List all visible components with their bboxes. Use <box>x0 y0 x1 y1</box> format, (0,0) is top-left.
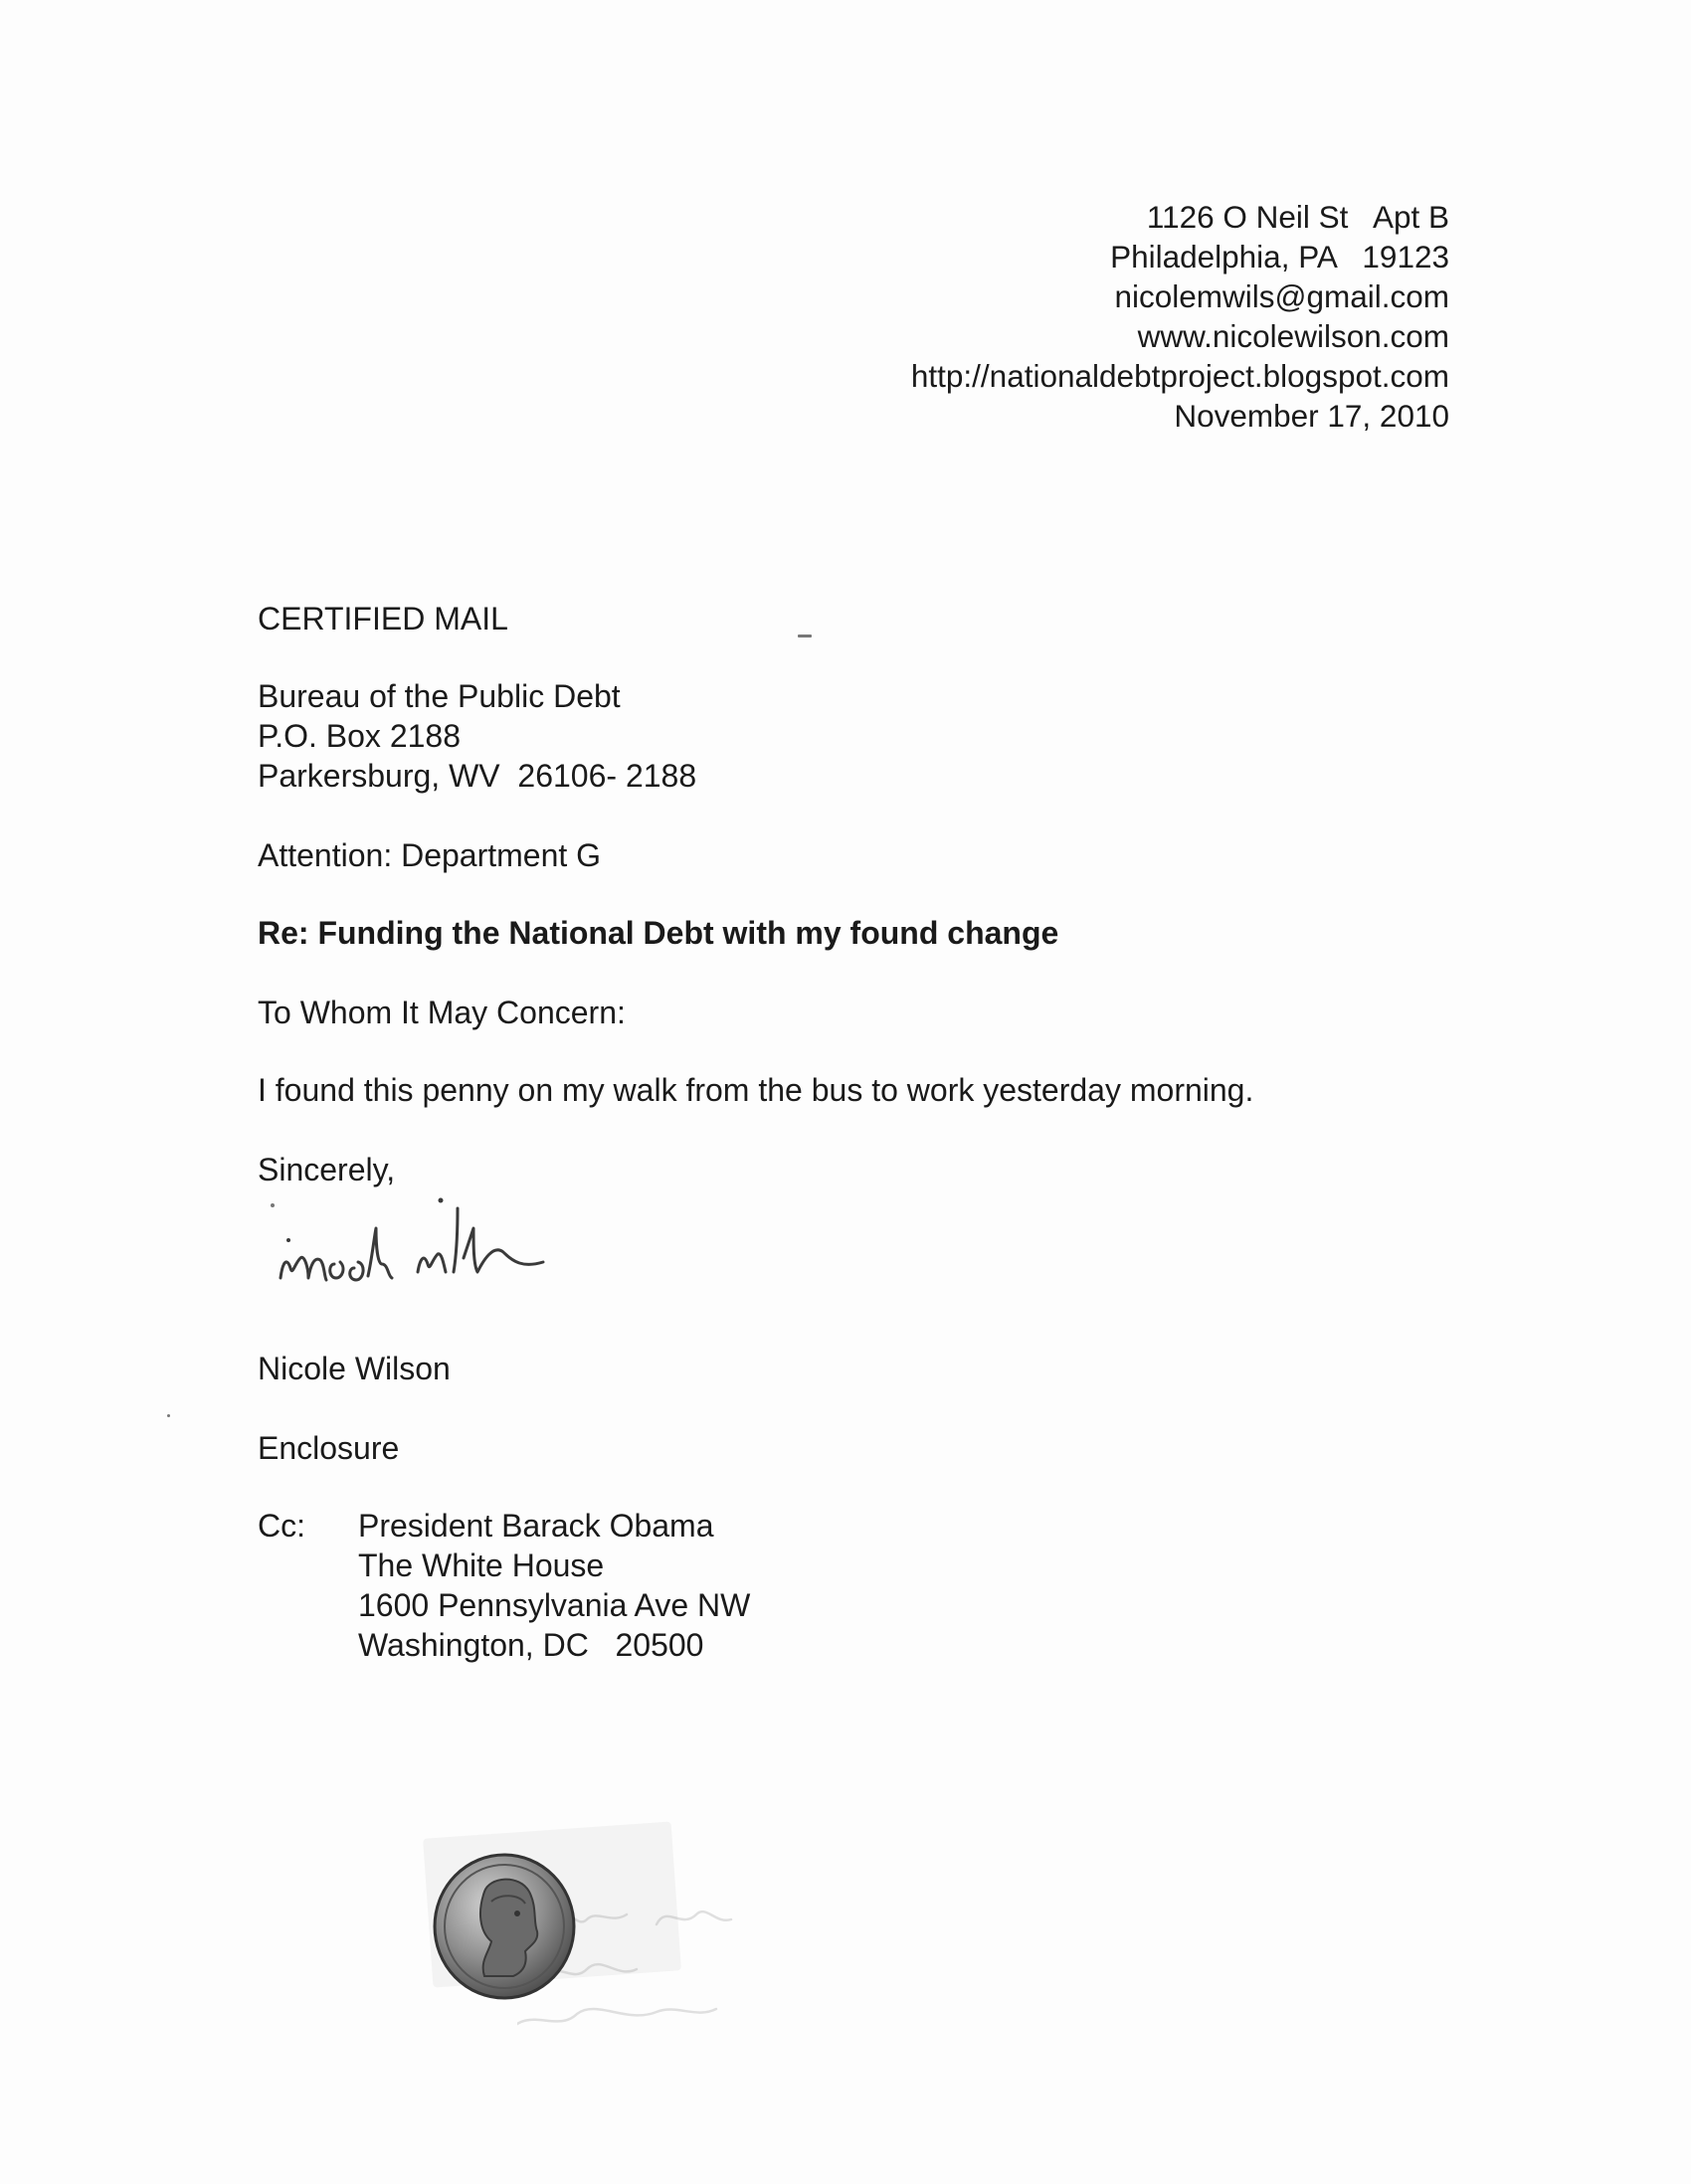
recipient-address-block <box>258 676 696 796</box>
cc-line: The White House <box>358 1547 605 1583</box>
salutation: To Whom It May Concern: <box>258 995 626 1030</box>
enclosure-note: Enclosure <box>258 1430 400 1466</box>
closing: Sincerely, <box>258 1152 396 1187</box>
sender-blog: http://nationaldebtproject.blogspot.com <box>910 358 1449 394</box>
letter-body: I found this penny on my walk from the bus to work yesterday morning. <box>258 1072 1254 1108</box>
penny-coin-icon <box>430 1852 579 2001</box>
cc-line: 1600 Pennsylvania Ave NW <box>358 1587 751 1623</box>
scan-speck <box>271 1203 275 1207</box>
cc-address <box>358 1506 750 1665</box>
sender-website: www.nicolewilson.com <box>1137 318 1449 354</box>
cc-line: President Barack Obama <box>358 1508 714 1544</box>
scan-speck <box>798 635 812 637</box>
subject-line: Re: Funding the National Debt with my found change <box>258 915 1059 951</box>
recipient-city: Parkersburg, WV 26106- 2188 <box>258 758 697 794</box>
sender-email: nicolemwils@gmail.com <box>1114 278 1449 314</box>
recipient-po-box: P.O. Box 2188 <box>258 718 461 754</box>
letter-date: November 17, 2010 <box>1174 398 1449 434</box>
signer-name: Nicole Wilson <box>258 1351 451 1386</box>
handwritten-signature <box>269 1169 666 1308</box>
attention-line: Attention: Department G <box>258 837 602 873</box>
sender-street: 1126 O Neil St Apt B <box>1146 199 1449 235</box>
scan-speck <box>167 1414 170 1417</box>
sender-address-block <box>911 197 1449 436</box>
mail-type: CERTIFIED MAIL <box>258 601 508 637</box>
cc-line: Washington, DC 20500 <box>358 1627 704 1663</box>
sender-city: Philadelphia, PA 19123 <box>1110 239 1449 274</box>
recipient-name: Bureau of the Public Debt <box>258 678 621 714</box>
cc-block <box>258 1506 750 1665</box>
cc-label: Cc: <box>258 1508 305 1544</box>
